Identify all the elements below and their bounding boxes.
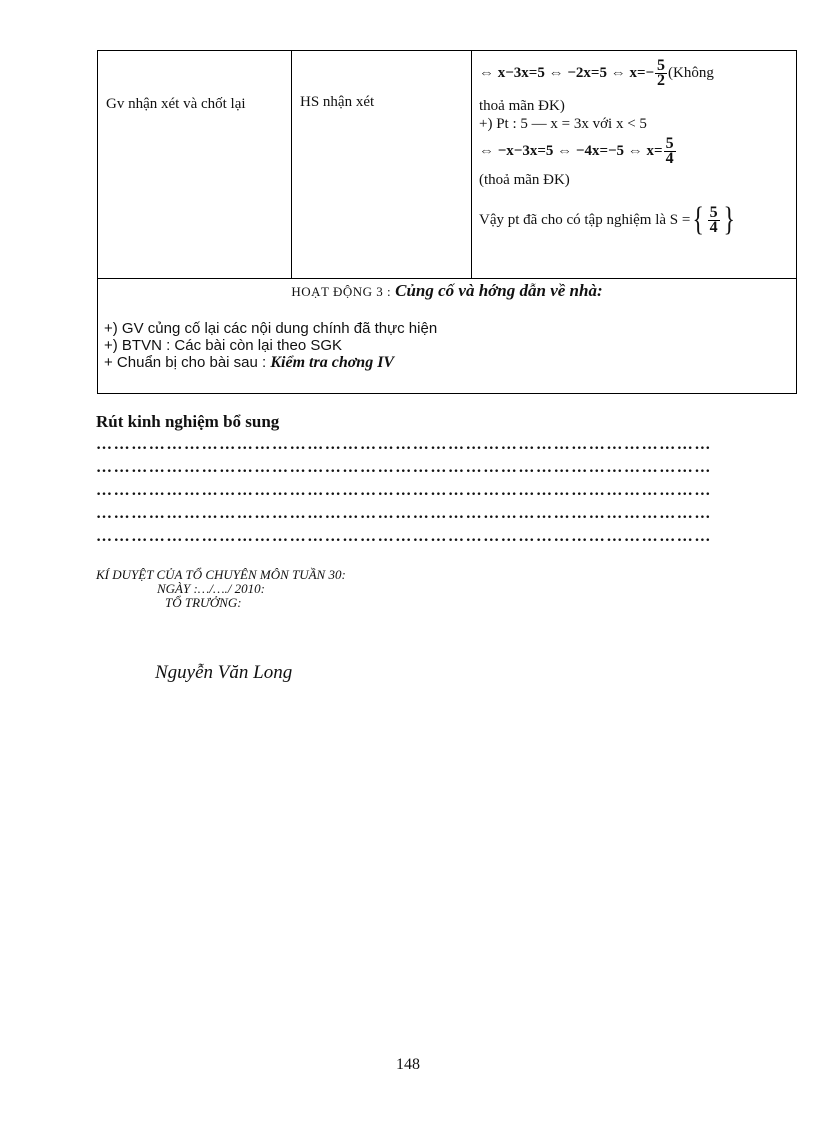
activity-3-title: Củng cố và hớng dẫn về nhà: <box>395 281 603 300</box>
activity-3-heading <box>98 281 796 301</box>
lesson-table <box>97 50 797 394</box>
list-item: + Chuẩn bị cho bài sau : Kiểm tra chơng IV <box>104 354 395 371</box>
approval-date: NGÀY :…/…./ 2010: <box>157 581 265 596</box>
approval-role: TỔ TRƯỞNG: <box>165 595 242 610</box>
solution-cell <box>479 55 791 237</box>
notes-heading: Rút kinh nghiệm bổ sung <box>96 412 280 431</box>
solution-set-label: Vậy pt đã cho có tập nghiệm là S = <box>479 212 691 228</box>
case-2-equation: +) Pt : 5 — x = 3x với x < 5 <box>479 116 647 132</box>
fraction-5-4: $\frac{5}{4}$ <box>665 134 674 167</box>
not-valid-text: (Không <box>668 65 714 81</box>
fraction-5-2: $\frac{5}{2}$ <box>657 56 666 89</box>
dotted-line: …………………………………………………………………………………………… <box>96 482 712 499</box>
equation-line-2: ⇔ −x−3x=5 ⇔ −4x=−5 ⇔ x= <box>479 142 663 159</box>
list-item: +) BTVN : Các bài còn lại theo SGK <box>104 337 343 354</box>
dotted-line: …………………………………………………………………………………………… <box>96 505 712 522</box>
row-divider <box>98 278 796 279</box>
solution-set: { $\frac{5}{4}$ } <box>692 201 735 238</box>
column-divider-2 <box>471 51 472 278</box>
student-activity: HS nhận xét <box>300 94 375 110</box>
approval-title: KÍ DUYỆT CỦA TỔ CHUYÊN MÔN TUẦN 30: <box>96 567 346 582</box>
signer-name: Nguyễn Văn Long <box>155 662 293 683</box>
condition-note-1: thoả mãn ĐK) <box>479 98 565 114</box>
list-item: +) GV củng cố lại các nội dung chính đã thực hiện <box>104 320 438 337</box>
dotted-line: …………………………………………………………………………………………… <box>96 459 712 476</box>
page-number: 148 <box>396 1056 420 1073</box>
dotted-line: …………………………………………………………………………………………… <box>96 528 712 545</box>
teacher-activity: Gv nhận xét và chốt lại <box>106 96 246 112</box>
notes-lines <box>96 433 768 548</box>
dotted-line: …………………………………………………………………………………………… <box>96 436 712 453</box>
activity-3-list <box>104 320 437 371</box>
condition-note-2: (thoả mãn ĐK) <box>479 172 570 188</box>
activity-3-label: HOẠT ĐỘNG 3 : <box>291 284 392 299</box>
column-divider-1 <box>291 51 292 278</box>
equation-line-1: ⇔ x−3x=5 ⇔ −2x=5 ⇔ x=− <box>479 64 655 81</box>
next-lesson: Kiểm tra chơng IV <box>270 354 395 371</box>
